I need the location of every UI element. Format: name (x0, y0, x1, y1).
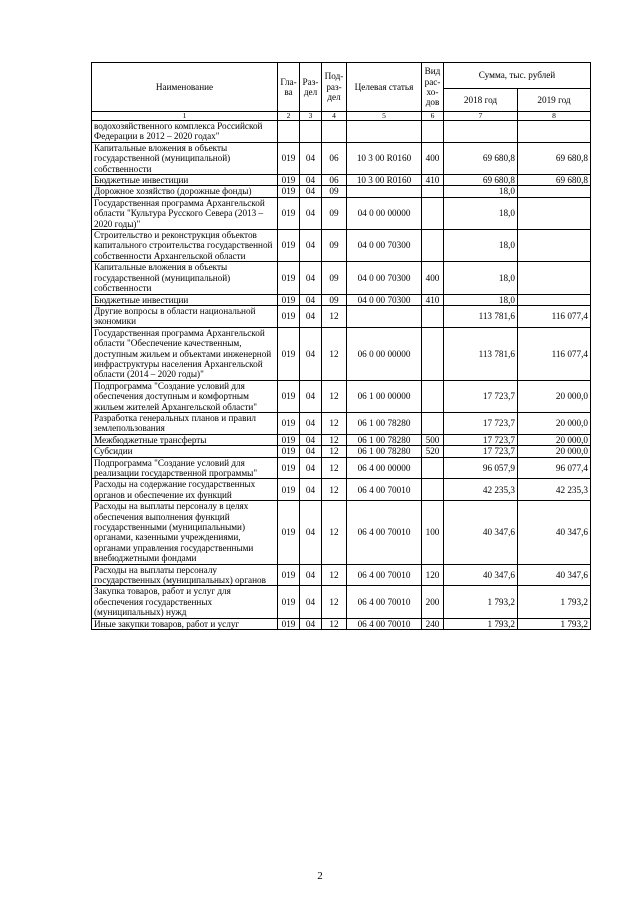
row-glava: 019 (278, 501, 300, 564)
row-vid: 400 (422, 262, 444, 294)
row-vid (422, 479, 444, 501)
table-row (92, 121, 591, 143)
row-target (347, 121, 422, 143)
row-razdel: 04 (300, 305, 322, 327)
row-sum-2019: 42 235,3 (518, 479, 591, 501)
row-razdel: 04 (300, 186, 322, 197)
row-podrazdel: 09 (322, 197, 347, 229)
row-sum-2019: 96 077,4 (518, 457, 591, 479)
row-vid: 400 (422, 142, 444, 174)
row-sum-2018: 18,0 (444, 294, 518, 305)
row-glava: 019 (278, 175, 300, 186)
budget-table (91, 62, 591, 630)
table-row (92, 327, 591, 380)
row-razdel: 04 (300, 586, 322, 618)
row-target: 06 1 00 78280 (347, 412, 422, 434)
column-number: 6 (422, 112, 444, 121)
row-sum-2018: 1 793,2 (444, 618, 518, 629)
row-razdel: 04 (300, 175, 322, 186)
row-glava: 019 (278, 457, 300, 479)
row-vid (422, 457, 444, 479)
row-name: Подпрограмма "Создание условий для реализации государственной программы" (92, 457, 278, 479)
row-razdel: 04 (300, 294, 322, 305)
column-number: 2 (278, 112, 300, 121)
row-sum-2018: 40 347,6 (444, 564, 518, 586)
row-podrazdel: 09 (322, 262, 347, 294)
row-vid: 200 (422, 586, 444, 618)
row-glava: 019 (278, 412, 300, 434)
header-target: Целевая статья (347, 63, 422, 112)
row-sum-2018: 113 781,6 (444, 305, 518, 327)
row-glava: 019 (278, 380, 300, 412)
row-sum-2019: 40 347,6 (518, 564, 591, 586)
row-vid (422, 412, 444, 434)
row-vid: 120 (422, 564, 444, 586)
row-sum-2018: 17 723,7 (444, 434, 518, 445)
row-name: Дорожное хозяйство (дорожные фонды) (92, 186, 278, 197)
row-sum-2018: 18,0 (444, 262, 518, 294)
row-glava: 019 (278, 586, 300, 618)
row-vid: 520 (422, 446, 444, 457)
row-name: водохозяйственного комплекса Российской Федерации в 2012 – 2020 годах" (92, 121, 278, 143)
row-sum-2019: 20 000,0 (518, 380, 591, 412)
table-row (92, 142, 591, 174)
row-sum-2019 (518, 186, 591, 197)
row-vid (422, 305, 444, 327)
header-vid: Вид рас-хо-дов (422, 63, 444, 112)
row-razdel: 04 (300, 230, 322, 262)
row-podrazdel: 09 (322, 294, 347, 305)
row-name: Капитальные вложения в объекты государственной (муниципальной) собственности (92, 262, 278, 294)
row-target: 06 4 00 00000 (347, 457, 422, 479)
row-glava: 019 (278, 294, 300, 305)
row-sum-2018: 69 680,8 (444, 142, 518, 174)
row-vid (422, 186, 444, 197)
column-number: 1 (92, 112, 278, 121)
row-vid (422, 380, 444, 412)
column-numbers-row (92, 112, 591, 121)
column-number: 5 (347, 112, 422, 121)
table-body (92, 121, 591, 630)
row-sum-2019 (518, 197, 591, 229)
row-vid: 410 (422, 175, 444, 186)
row-sum-2018 (444, 121, 518, 143)
page-number: 2 (317, 870, 323, 882)
row-target: 06 1 00 78280 (347, 446, 422, 457)
row-razdel: 04 (300, 479, 322, 501)
table-row (92, 446, 591, 457)
row-podrazdel: 12 (322, 479, 347, 501)
row-target: 06 4 00 70010 (347, 564, 422, 586)
row-glava: 019 (278, 197, 300, 229)
row-vid: 500 (422, 434, 444, 445)
row-sum-2018: 113 781,6 (444, 327, 518, 380)
table-row (92, 501, 591, 564)
row-target: 06 4 00 70010 (347, 618, 422, 629)
row-target: 06 4 00 70010 (347, 501, 422, 564)
row-name: Бюджетные инвестиции (92, 175, 278, 186)
row-glava: 019 (278, 305, 300, 327)
row-vid (422, 121, 444, 143)
row-target: 06 4 00 70010 (347, 479, 422, 501)
row-podrazdel: 12 (322, 327, 347, 380)
row-razdel: 04 (300, 262, 322, 294)
table-row (92, 412, 591, 434)
row-podrazdel: 12 (322, 564, 347, 586)
row-sum-2018: 69 680,8 (444, 175, 518, 186)
row-name: Закупка товаров, работ и услуг для обеспечения государственных (муниципальных) нужд (92, 586, 278, 618)
header-glava: Гла-ва (278, 63, 300, 112)
row-name: Капитальные вложения в объекты государственной (муниципальной) собственности (92, 142, 278, 174)
row-vid (422, 230, 444, 262)
row-podrazdel: 12 (322, 618, 347, 629)
row-target: 06 1 00 78280 (347, 434, 422, 445)
row-glava: 019 (278, 186, 300, 197)
row-target: 10 3 00 R0160 (347, 175, 422, 186)
row-razdel: 04 (300, 142, 322, 174)
table-row (92, 305, 591, 327)
column-number: 7 (444, 112, 518, 121)
row-sum-2019: 40 347,6 (518, 501, 591, 564)
row-sum-2019: 69 680,8 (518, 142, 591, 174)
row-target: 04 0 00 70300 (347, 262, 422, 294)
column-number: 8 (518, 112, 591, 121)
row-target: 04 0 00 70300 (347, 230, 422, 262)
table-row (92, 479, 591, 501)
row-vid (422, 197, 444, 229)
row-name: Расходы на выплаты персоналу государственных (муниципальных) органов (92, 564, 278, 586)
row-vid: 410 (422, 294, 444, 305)
row-target (347, 305, 422, 327)
row-glava: 019 (278, 262, 300, 294)
row-name: Бюджетные инвестиции (92, 294, 278, 305)
table-row (92, 380, 591, 412)
column-number: 4 (322, 112, 347, 121)
row-glava: 019 (278, 230, 300, 262)
table-row (92, 434, 591, 445)
row-sum-2018: 42 235,3 (444, 479, 518, 501)
row-glava: 019 (278, 618, 300, 629)
table-row (92, 197, 591, 229)
row-target: 10 3 00 R0160 (347, 142, 422, 174)
header-name: Наименование (92, 63, 278, 112)
row-sum-2018: 96 057,9 (444, 457, 518, 479)
row-target: 04 0 00 70300 (347, 294, 422, 305)
row-sum-2019: 116 077,4 (518, 327, 591, 380)
row-podrazdel: 06 (322, 142, 347, 174)
row-sum-2018: 40 347,6 (444, 501, 518, 564)
row-name: Другие вопросы в области национальной экономики (92, 305, 278, 327)
header-2018: 2018 год (444, 89, 518, 112)
row-glava: 019 (278, 446, 300, 457)
row-vid (422, 327, 444, 380)
row-target: 04 0 00 00000 (347, 197, 422, 229)
row-vid: 100 (422, 501, 444, 564)
row-podrazdel: 12 (322, 457, 347, 479)
row-sum-2019: 116 077,4 (518, 305, 591, 327)
table-row (92, 186, 591, 197)
row-sum-2019 (518, 294, 591, 305)
row-name: Государственная программа Архангельской области "Культура Русского Севера (2013 – 2020 годы)" (92, 197, 278, 229)
table-row (92, 262, 591, 294)
column-number: 3 (300, 112, 322, 121)
row-podrazdel: 09 (322, 186, 347, 197)
row-podrazdel: 09 (322, 230, 347, 262)
header-razdel: Раз-дел (300, 63, 322, 112)
row-sum-2019: 1 793,2 (518, 618, 591, 629)
row-name: Разработка генеральных планов и правил землепользования (92, 412, 278, 434)
row-sum-2019 (518, 230, 591, 262)
row-podrazdel: 12 (322, 434, 347, 445)
row-target: 06 0 00 00000 (347, 327, 422, 380)
row-podrazdel: 12 (322, 412, 347, 434)
row-podrazdel: 12 (322, 305, 347, 327)
row-target: 06 4 00 70010 (347, 586, 422, 618)
table-row (92, 294, 591, 305)
header-podrazdel: Под-раз-дел (322, 63, 347, 112)
row-glava: 019 (278, 327, 300, 380)
table-row (92, 230, 591, 262)
row-sum-2019: 20 000,0 (518, 412, 591, 434)
row-target: 06 1 00 00000 (347, 380, 422, 412)
table-header (92, 63, 591, 121)
row-name: Расходы на содержание государственных органов и обеспечение их функций (92, 479, 278, 501)
row-razdel: 04 (300, 564, 322, 586)
row-sum-2019: 20 000,0 (518, 446, 591, 457)
row-sum-2019 (518, 262, 591, 294)
row-name: Строительство и реконструкция объектов капитального строительства государственной собственности Архангельской области (92, 230, 278, 262)
row-glava (278, 121, 300, 143)
row-glava: 019 (278, 564, 300, 586)
row-name: Субсидии (92, 446, 278, 457)
header-sum: Сумма, тыс. рублей (444, 63, 591, 89)
row-sum-2018: 17 723,7 (444, 412, 518, 434)
row-sum-2019 (518, 121, 591, 143)
row-sum-2019: 1 793,2 (518, 586, 591, 618)
row-target (347, 186, 422, 197)
table-row (92, 618, 591, 629)
table-row (92, 175, 591, 186)
row-glava: 019 (278, 434, 300, 445)
row-name: Расходы на выплаты персоналу в целях обеспечения выполнения функций государственными (муниципальными) органами, казенными учреждениями, органами управления государственными внебюджетными фондами (92, 501, 278, 564)
row-sum-2018: 1 793,2 (444, 586, 518, 618)
table-row (92, 457, 591, 479)
row-podrazdel: 12 (322, 501, 347, 564)
row-razdel: 04 (300, 446, 322, 457)
row-sum-2019: 69 680,8 (518, 175, 591, 186)
row-name: Межбюджетные трансферты (92, 434, 278, 445)
row-razdel: 04 (300, 197, 322, 229)
row-sum-2018: 17 723,7 (444, 446, 518, 457)
row-razdel: 04 (300, 434, 322, 445)
row-sum-2018: 18,0 (444, 186, 518, 197)
row-name: Государственная программа Архангельской области "Обеспечение качественным, доступным жильем и объектами инженерной инфраструктуры населения Архангельской области (2014 – 2020 годы)" (92, 327, 278, 380)
row-razdel: 04 (300, 412, 322, 434)
row-glava: 019 (278, 142, 300, 174)
table-row (92, 586, 591, 618)
row-sum-2018: 17 723,7 (444, 380, 518, 412)
row-sum-2018: 18,0 (444, 230, 518, 262)
row-name: Иные закупки товаров, работ и услуг (92, 618, 278, 629)
row-podrazdel: 12 (322, 380, 347, 412)
row-sum-2018: 18,0 (444, 197, 518, 229)
row-sum-2019: 20 000,0 (518, 434, 591, 445)
row-razdel: 04 (300, 501, 322, 564)
row-name: Подпрограмма "Создание условий для обеспечения доступным и комфортным жильем жителей Архангельской области" (92, 380, 278, 412)
row-razdel: 04 (300, 457, 322, 479)
row-glava: 019 (278, 479, 300, 501)
row-podrazdel (322, 121, 347, 143)
row-razdel: 04 (300, 380, 322, 412)
row-razdel: 04 (300, 327, 322, 380)
row-podrazdel: 12 (322, 446, 347, 457)
row-podrazdel: 12 (322, 586, 347, 618)
row-razdel (300, 121, 322, 143)
row-razdel: 04 (300, 618, 322, 629)
header-2019: 2019 год (518, 89, 591, 112)
row-vid: 240 (422, 618, 444, 629)
row-podrazdel: 06 (322, 175, 347, 186)
table-row (92, 564, 591, 586)
